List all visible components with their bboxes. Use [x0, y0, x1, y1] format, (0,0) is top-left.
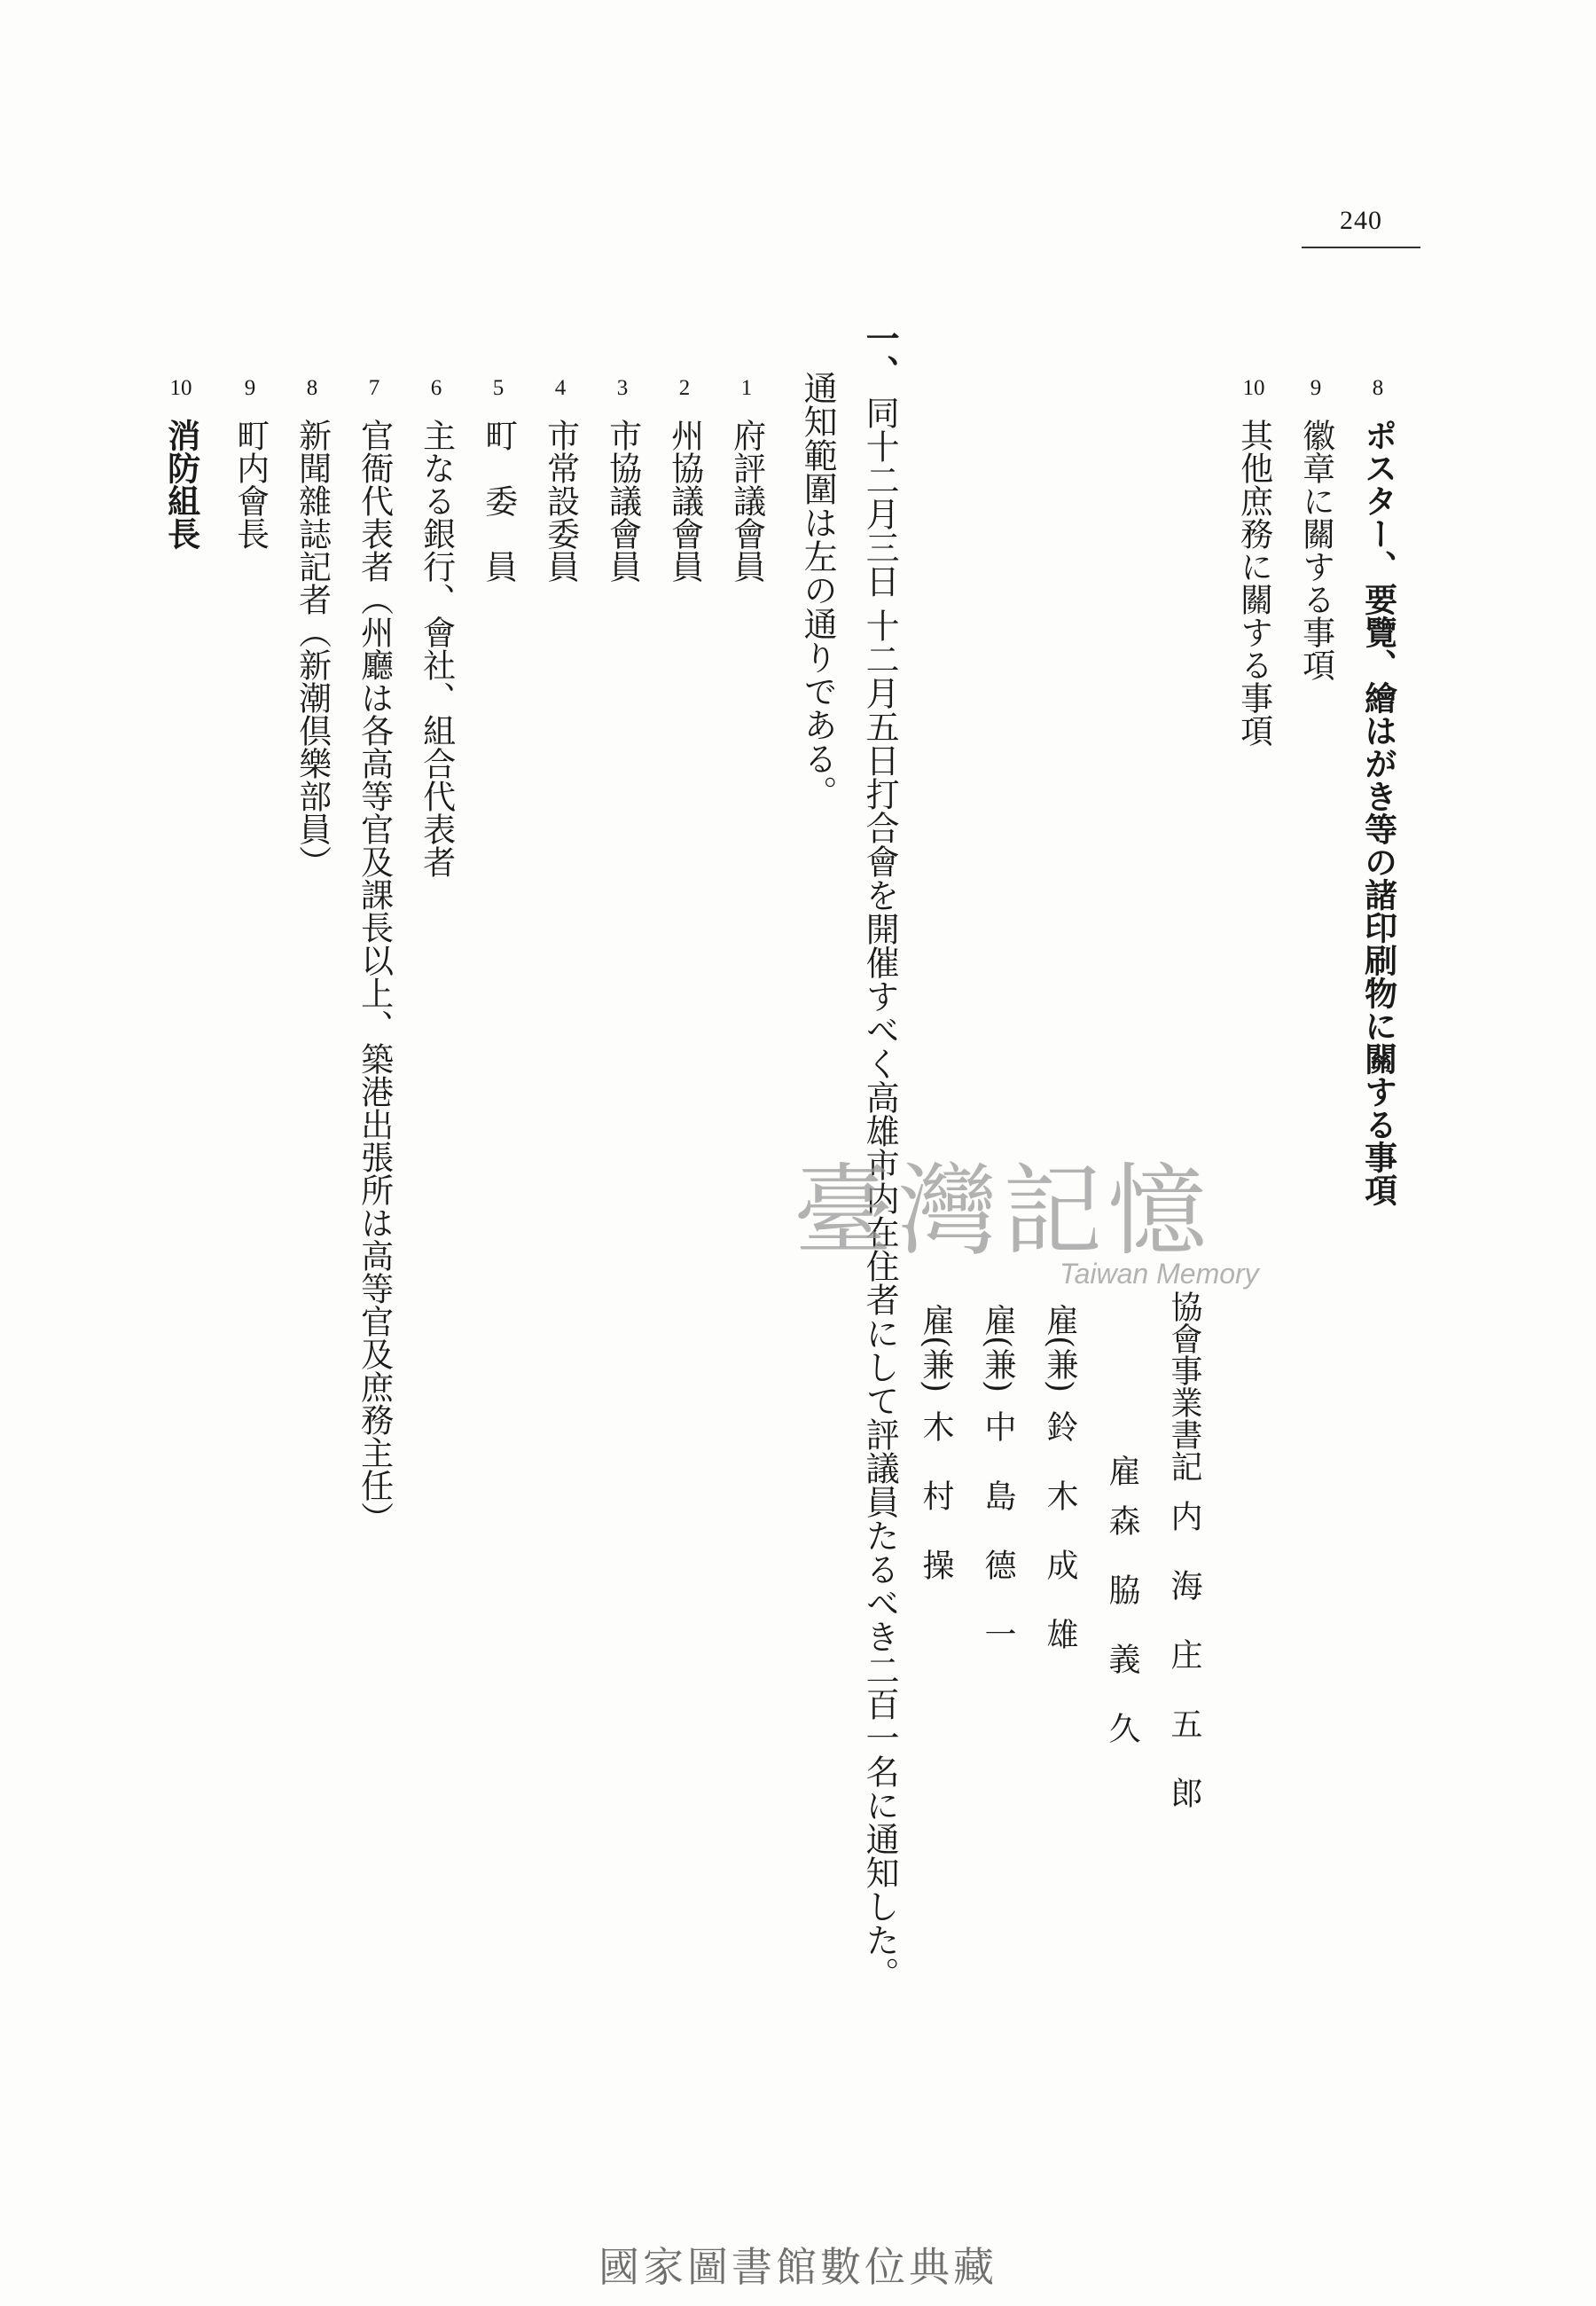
staff-label: 雇(兼): [918, 1304, 954, 1393]
item-number: 1: [740, 376, 753, 400]
item-text: 新聞雜誌記者（新潮倶樂部員）: [293, 419, 332, 878]
list-item-4: [539, 377, 582, 583]
list-item-3: [601, 377, 644, 583]
list-item-2: [663, 377, 706, 583]
item-number: 8: [306, 376, 318, 400]
staff-row-5: [913, 1304, 956, 1618]
item-text: 州協議會員: [665, 419, 704, 583]
item-number: 9: [244, 376, 256, 400]
item-number: 10: [169, 376, 192, 400]
item-text: 其他庶務に關する事項: [1234, 419, 1273, 747]
staff-row-1: [1162, 1290, 1204, 1846]
item-number: 9: [1310, 376, 1322, 400]
upper-item-8: [1357, 377, 1399, 1206]
staff-name: 森脇義久: [1104, 1504, 1140, 1781]
staff-label: 雇: [1104, 1455, 1140, 1486]
list-item-6: [415, 377, 458, 878]
library-footer: 國家圖書館數位典藏: [598, 2243, 998, 2291]
item-number: 7: [368, 376, 380, 400]
item-number: 3: [616, 376, 629, 400]
item-number: 2: [678, 376, 691, 400]
item-text: 主なる銀行、會社、組合代表者: [417, 419, 456, 878]
item-number: 5: [492, 376, 505, 400]
item-number: 10: [1242, 376, 1265, 400]
list-item-8: [291, 377, 333, 878]
staff-row-3: [1037, 1304, 1080, 1687]
item-text: 市協議會員: [603, 419, 642, 583]
list-item-9: [229, 377, 271, 550]
staff-row-4: [975, 1304, 1018, 1687]
staff-name: 鈴木成雄: [1042, 1410, 1078, 1688]
main-paragraph: [858, 321, 901, 1990]
list-item-10: [160, 377, 202, 550]
paragraph-line-2: 通知範圍は左の通りである。: [798, 371, 838, 809]
item-text: 府評議會員: [727, 419, 766, 583]
staff-label: 雇(兼): [1042, 1304, 1078, 1393]
item-number: 8: [1372, 376, 1384, 400]
item-number: 6: [430, 376, 442, 400]
list-item-1: [725, 377, 768, 583]
upper-item-10: [1232, 377, 1275, 747]
staff-row-2: [1099, 1455, 1142, 1781]
watermark-sub: Taiwan Memory: [1060, 1258, 1259, 1290]
staff-name: 中島德一: [980, 1410, 1016, 1688]
item-text: 市常設委員: [541, 419, 580, 583]
paragraph-marker: 一、: [860, 321, 901, 388]
item-text: 町 委 員: [479, 419, 518, 583]
upper-item-9: [1295, 377, 1337, 681]
item-text: 官衙代表者（州廳は各高等官及課長以上、築港出張所は高等官及庶務主任）: [355, 419, 394, 1534]
paragraph-line-1: 同十二月三日 十二月五日打合會を開催すべく高雄市内在住者にして評議員たるべき二百一名に通知した。: [860, 396, 900, 1991]
list-item-5: [477, 377, 520, 583]
item-number: 4: [554, 376, 567, 400]
item-text: 消防組長: [161, 419, 201, 550]
item-text: ポスター、要覽、繪はがき等の諸印刷物に關する事項: [1358, 419, 1398, 1206]
item-text: 徽章に關する事項: [1296, 419, 1335, 681]
staff-name: 内海庄五郎: [1166, 1500, 1202, 1846]
staff-name: 木村操: [918, 1410, 954, 1619]
watermark-main: 臺灣記憶: [794, 1154, 1212, 1269]
item-text: 町内會長: [231, 419, 270, 550]
staff-label: 雇(兼): [980, 1304, 1016, 1393]
page-number: 240: [1312, 206, 1410, 248]
paragraph-line-2-col: [796, 371, 839, 809]
staff-label: 協會事業書記: [1166, 1290, 1202, 1482]
list-item-7: [353, 377, 395, 1534]
